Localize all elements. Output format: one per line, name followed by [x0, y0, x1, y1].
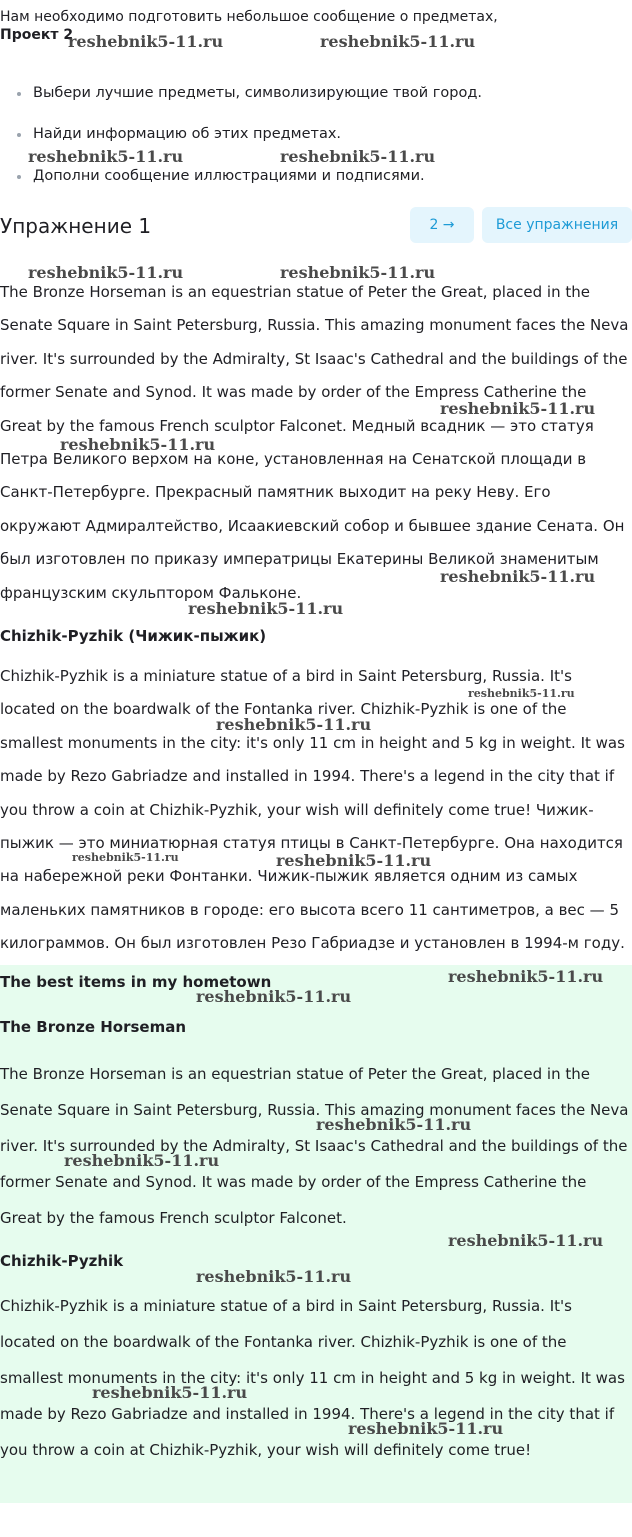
answer-text-chizhik: Chizhik-Pyzhik is a miniature statue of a bird in Saint Petersburg, Russia. It's located on the boardwalk of the Fontanka river. Chizhik-Pyzhik is one of the smallest monuments in the city: it's only 11 cm in height and 5 kg in weight. It was made by Rezo Gabriadze and installed in 1994. There's a legend in the city that if you throw a coin at Chizhik-Pyzhik, your wish will definitely come true! [0, 1297, 625, 1459]
watermark: reshebnik5-11.ru [72, 851, 179, 864]
watermark: reshebnik5-11.ru [68, 32, 224, 51]
watermark: reshebnik5-11.ru [196, 987, 352, 1006]
bullet-icon [17, 92, 21, 96]
watermark: reshebnik5-11.ru [348, 1419, 504, 1438]
watermark: reshebnik5-11.ru [28, 263, 184, 282]
answer-heading-chizhik: Chizhik-Pyzhik [0, 1252, 124, 1270]
text-bronze-horseman: The Bronze Horseman is an equestrian statue of Peter the Great, placed in the Senate Square in Saint Petersburg, Russia. This amazing monument faces the Neva river. It's surrounded by the Admiralty, St Isaac's Cathedral and the buildings of the former Senate and Synod. It was made by order of the Empress Catherine the Great by the famous French sculptor Falconet. Медный всадник — это статуя Петра Великого верхом на коне, установленная на Сенатской площади в Санкт-Петербурге. Прекрасный памятник выходит на реку Неву. Его окружают Адмиралтейство, Исаакиевский собор и бывшее здание Сената. Он был изготовлен по приказу императрицы Екатерины Великой знаменитым французским скульптором Фальконе. [0, 283, 629, 602]
watermark: reshebnik5-11.ru [280, 263, 436, 282]
project-label: Проект 2 [0, 27, 74, 43]
watermark: reshebnik5-11.ru [216, 715, 372, 734]
watermark: reshebnik5-11.ru [60, 435, 216, 454]
watermark: reshebnik5-11.ru [280, 147, 436, 166]
watermark: reshebnik5-11.ru [440, 399, 596, 418]
watermark: reshebnik5-11.ru [92, 1383, 248, 1402]
exercise-title: Упражнение 1 [0, 214, 152, 238]
answer-title: The best items in my hometown [0, 973, 272, 991]
watermark: reshebnik5-11.ru [316, 1115, 472, 1134]
heading-chizhik-pyzhik: Chizhik-Pyzhik (Чижик-пыжик) [0, 627, 267, 645]
watermark: reshebnik5-11.ru [28, 147, 184, 166]
bullet-icon [17, 175, 21, 179]
watermark: reshebnik5-11.ru [468, 687, 575, 700]
watermark: reshebnik5-11.ru [440, 567, 596, 586]
watermark: reshebnik5-11.ru [448, 967, 604, 986]
watermark: reshebnik5-11.ru [64, 1151, 220, 1170]
text-chizhik-pyzhik: Chizhik-Pyzhik is a miniature statue of a bird in Saint Petersburg, Russia. It's located on the boardwalk of the Fontanka river. Chizhik-Pyzhik is one of the smallest monuments in the city: it's only 11 cm in height and 5 kg in weight. It was made by Rezo Gabriadze and installed in 1994. There's a legend in the city that if you throw a coin at Chizhik-Pyzhik, your wish will definitely come true! Чижик-пыжик — это миниатюрная статуя птицы в Санкт-Петербурге. Она находится на набережной реки Фонтанки. Чижик-пыжик является одним из самых маленьких памятников в городе: его высота всего 11 сантиметров, а вес — 5 килограммов. Он был изготовлен Резо Габриадзе и установлен в 1994-м году. [0, 667, 625, 953]
next-exercise-button[interactable]: 2 → [410, 207, 474, 243]
watermark: reshebnik5-11.ru [188, 599, 344, 618]
watermark: reshebnik5-11.ru [320, 32, 476, 51]
answer-heading-bronze: The Bronze Horseman [0, 1018, 187, 1036]
watermark: reshebnik5-11.ru [448, 1231, 604, 1250]
all-exercises-button[interactable]: Все упражнения [482, 207, 632, 243]
watermark: reshebnik5-11.ru [196, 1267, 352, 1286]
bullet-icon [17, 133, 21, 137]
watermark: reshebnik5-11.ru [276, 851, 432, 870]
intro-line: Нам необходимо подготовить небольшое сообщение о предметах, [0, 9, 498, 25]
answer-text-bronze: The Bronze Horseman is an equestrian statue of Peter the Great, placed in the Senate Square in Saint Petersburg, Russia. This amazing monument faces the Neva river. It's surrounded by the Admiralty, St Isaac's Cathedral and the buildings of the former Senate and Synod. It was made by order of the Empress Catherine the Great by the famous French sculptor Falconet. [0, 1065, 629, 1227]
